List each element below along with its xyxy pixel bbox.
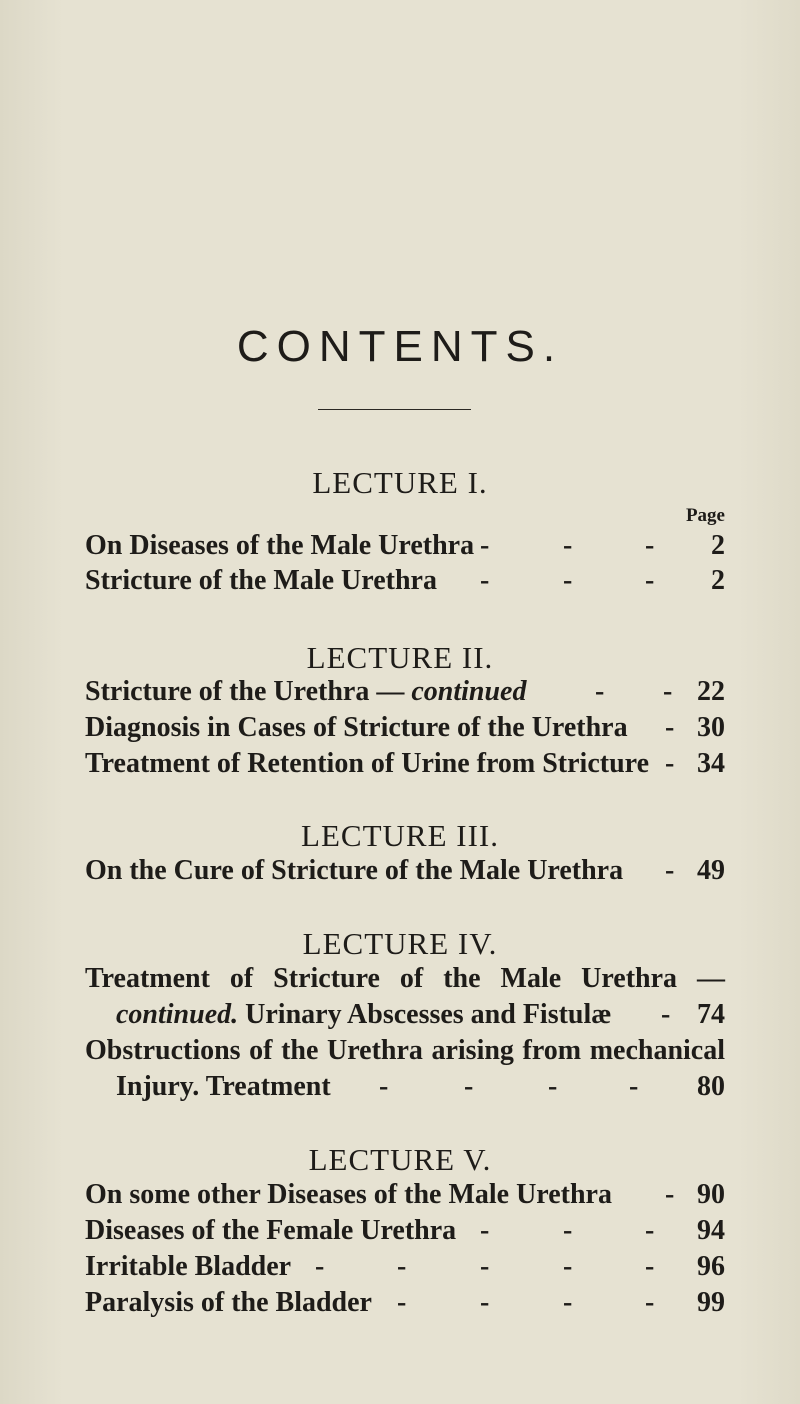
toc-entry: Stricture of the Male Urethra - - - 2 [85,565,725,596]
page-title: CONTENTS. [236,322,564,371]
entry-title: On the Cure of Stricture of the Male Urethra [85,855,624,886]
entry-title-line: Obstructions of the Urethra arising from mechanical [85,1035,725,1066]
lecture-heading: LECTURE V. [308,1142,492,1177]
entry-page-number: 2 [711,565,725,596]
toc-entry: Stricture of the Urethra — continued - - 22 [85,676,725,707]
entry-title: Diseases of the Female Urethra [85,1215,457,1246]
lecture-heading: LECTURE I. [312,465,488,500]
entry-title-line: Treatment of Stricture of the Male Urethra — [85,963,725,994]
toc-entry: Paralysis of the Bladder - - - - 99 [85,1287,725,1318]
lecture-heading: LECTURE III. [301,818,499,853]
lecture-heading: LECTURE II. [306,640,494,675]
lecture-heading: LECTURE IV. [302,926,498,961]
toc-entry: Diseases of the Female Urethra - - - 94 [85,1215,725,1246]
entry-title-italic: continued [411,676,527,707]
entry-page-number: 74 [697,999,725,1030]
entry-title-text: Urinary Abscesses and Fistulæ [245,999,612,1030]
entry-page-number: 34 [697,748,725,779]
toc-entry: Treatment of Retention of Urine from Stricture - 34 [85,748,725,779]
entry-title: Irritable Bladder [85,1251,292,1282]
toc-entry: On some other Diseases of the Male Urethra - 90 [85,1179,725,1210]
entry-page-number: 30 [697,712,725,743]
entry-title: Paralysis of the Bladder [85,1287,372,1318]
entry-page-number: 49 [697,855,725,886]
page-column-label: Page [685,505,725,526]
entry-page-number: 96 [697,1251,725,1282]
toc-entry: continued. Urinary Abscesses and Fistulæ - 74 [116,999,725,1030]
toc-entry: On the Cure of Stricture of the Male Urethra - 49 [85,855,725,886]
title-rule [318,409,471,410]
toc-entry: Irritable Bladder - - - - - 96 [85,1251,725,1282]
entry-page-number: 94 [697,1215,725,1246]
entry-page-number: 80 [697,1071,725,1102]
entry-page-number: 22 [697,676,725,707]
entry-title: Diagnosis in Cases of Stricture of the Urethra [85,712,628,743]
entry-title: Treatment of Retention of Urine from Stricture [85,748,649,779]
entry-title-text: Stricture of the Urethra — [85,676,405,707]
entry-title [116,999,612,1031]
entry-title-italic: continued. [116,999,239,1030]
entry-page-number: 99 [697,1287,725,1318]
toc-entry: On Diseases of the Male Urethra - - - 2 [85,530,725,561]
entry-title: On some other Diseases of the Male Urethra [85,1179,612,1210]
entry-title [85,676,526,708]
entry-title: On Diseases of the Male Urethra [85,530,475,561]
toc-entry: Injury. Treatment - - - - 80 [116,1071,725,1102]
toc-entry: Diagnosis in Cases of Stricture of the Urethra - 30 [85,712,725,743]
entry-title: Injury. Treatment [116,1071,331,1102]
entry-page-number: 2 [711,530,725,561]
entry-page-number: 90 [697,1179,725,1210]
entry-title: Stricture of the Male Urethra [85,565,437,596]
